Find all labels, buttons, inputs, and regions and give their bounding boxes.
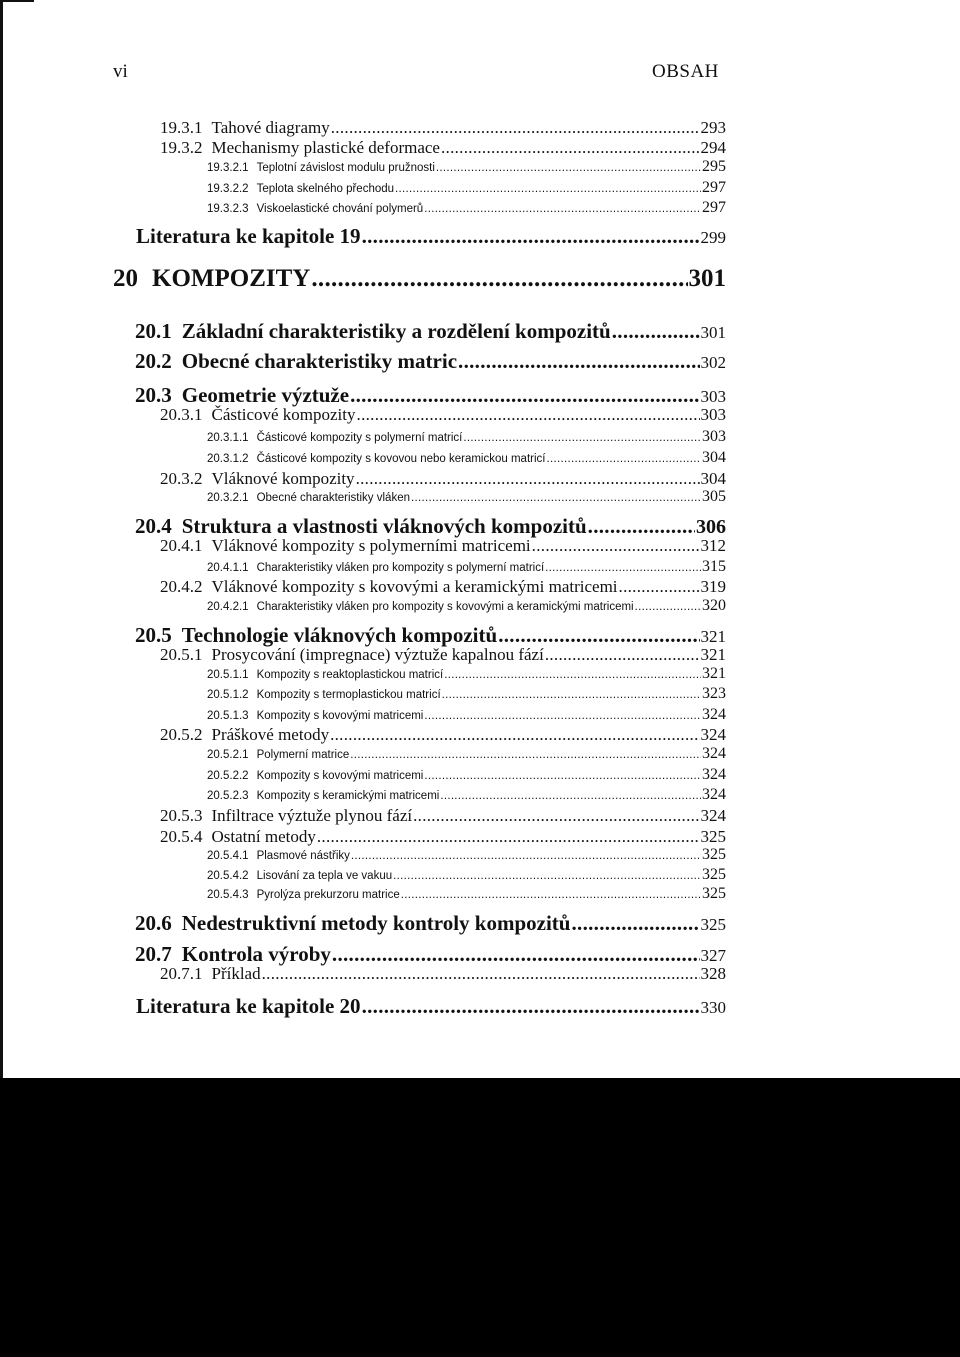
toc-entry [160, 118, 726, 138]
dot-leader [356, 469, 700, 489]
toc-entry-title: Práškové metody [211, 725, 330, 744]
toc-entry-title: Kompozity s kovovými matricemi [256, 710, 424, 722]
toc-entry-page: 302 [700, 353, 726, 372]
toc-entry [160, 645, 726, 665]
dot-leader [311, 265, 687, 293]
toc-entry [207, 665, 726, 683]
toc-entry-number: 20.5 [135, 623, 172, 647]
dot-leader [331, 118, 700, 138]
toc-entry-number: 19.3.2.1 [207, 162, 249, 174]
page-number: vi [113, 61, 128, 82]
toc-entry [207, 179, 726, 197]
dot-leader [330, 725, 699, 745]
toc-entry-title: Polymerní matrice [256, 749, 350, 761]
toc-entry-title: Struktura a vlastnosti vláknových kompozitů [181, 514, 587, 538]
toc-entry-page: 325 [702, 866, 726, 883]
toc-entry-title: Obecné charakteristiky vláken [256, 492, 410, 504]
toc-entry-number: 20.6 [135, 911, 172, 935]
toc-entry [207, 866, 726, 884]
toc-entry-number: 20.1 [135, 319, 172, 343]
dot-leader [442, 689, 701, 701]
toc-entry-number: 19.3.1 [160, 118, 203, 137]
toc-entry-title: Plasmové nástřiky [256, 850, 350, 862]
toc-entry [207, 685, 726, 703]
toc-entry-number: 20.5.1.3 [207, 710, 249, 722]
toc-entry-number: 20.5.4.3 [207, 889, 249, 901]
toc-entry [207, 786, 726, 804]
dot-leader [463, 432, 701, 444]
dot-leader [317, 827, 700, 847]
toc-entry [136, 994, 726, 1019]
toc-entry-number: 20.4.1.1 [207, 562, 249, 574]
toc-entry-page: 324 [700, 806, 726, 825]
toc-entry-page: 324 [702, 766, 726, 783]
toc-entry-title: Obecné charakteristiky matric [181, 349, 458, 373]
toc-entry-number: 20.5.1 [160, 645, 203, 664]
dot-leader [441, 138, 700, 158]
toc-entry [136, 224, 726, 249]
toc-entry [207, 488, 726, 506]
toc-entry-number: 20.5.4 [160, 827, 203, 846]
toc-entry-number: 20.4.1 [160, 536, 203, 555]
toc-entry-number: 20.5.3 [160, 806, 203, 825]
dot-leader [424, 770, 701, 782]
toc-entry-number: 20.5.2 [160, 725, 203, 744]
dot-leader [351, 850, 701, 862]
toc-entry-title: Kompozity s keramickými matricemi [256, 790, 440, 802]
toc-entry [207, 706, 726, 724]
toc-entry-title: Kompozity s kovovými matricemi [256, 770, 424, 782]
toc-entry-title: Ostatní metody [211, 827, 316, 846]
toc-entry-page: 306 [696, 516, 726, 538]
toc-entry-title: Kompozity s reaktoplastickou matricí [256, 669, 444, 681]
toc-entry [135, 319, 726, 344]
toc-entry [135, 349, 726, 374]
toc-entry-title: Částicové kompozity s polymerní matricí [256, 432, 463, 444]
toc-entry-page: 321 [700, 645, 726, 664]
toc-entry [160, 725, 726, 745]
toc-entry [160, 827, 726, 847]
toc-entry [207, 745, 726, 763]
dot-leader [424, 203, 701, 215]
toc-entry-page: 330 [700, 998, 726, 1017]
toc-entry [207, 885, 726, 903]
toc-entry-title: Vláknové kompozity s kovovými a keramickými matricemi [211, 577, 618, 596]
dot-leader [401, 889, 701, 901]
toc-entry-page: 299 [700, 228, 726, 247]
dot-leader [635, 601, 701, 613]
dot-leader [262, 964, 700, 984]
toc-entry-page: 324 [702, 706, 726, 723]
toc-entry [160, 577, 726, 597]
toc-entry-number: 20.3.1 [160, 405, 203, 424]
toc-entry-number: 20.5.2.3 [207, 790, 249, 802]
toc-entry-page: 303 [700, 387, 726, 406]
toc-entry-page: 324 [702, 786, 726, 803]
toc-entry-number: 20.5.1.1 [207, 669, 249, 681]
dot-leader [424, 710, 701, 722]
toc-entry-number: 20.7 [135, 942, 172, 966]
running-head-title: OBSAH [652, 61, 719, 82]
dot-leader [362, 994, 700, 1019]
dot-leader [411, 492, 701, 504]
toc-entry-page: 321 [700, 627, 726, 646]
toc-entry-number: 20.4 [135, 514, 172, 538]
dot-leader [350, 749, 701, 761]
toc-entry-page: 324 [702, 745, 726, 762]
toc-entry-title: Lisování za tepla ve vakuu [256, 870, 393, 882]
dot-leader [546, 453, 701, 465]
scan-border [0, 1078, 960, 1357]
toc-entry-page: 325 [700, 827, 726, 846]
toc-entry-page: 315 [702, 558, 726, 575]
toc-entry [207, 597, 726, 615]
toc-entry-page: 312 [700, 536, 726, 555]
toc-entry-page: 301 [688, 265, 726, 292]
toc-entry-title: Nedestruktivní metody kontroly kompozitů [181, 911, 571, 935]
toc-entry-page: 295 [702, 158, 726, 175]
toc-entry-page: 325 [702, 846, 726, 863]
toc-entry [135, 911, 726, 936]
toc-entry-number: 20.5.2.2 [207, 770, 249, 782]
toc-entry-number: 20.5.2.1 [207, 749, 249, 761]
toc-entry [207, 846, 726, 864]
toc-entry-title: Částicové kompozity [211, 405, 356, 424]
toc-entry [207, 558, 726, 576]
toc-entry-page: 304 [702, 449, 726, 466]
dot-leader [440, 790, 701, 802]
toc-entry-number: 20.3.1.2 [207, 453, 249, 465]
toc-entry-number: 20.3 [135, 383, 172, 407]
toc-entry-title: Příklad [211, 964, 261, 983]
toc-entry-number: 20.3.2 [160, 469, 203, 488]
toc-entry-page: 293 [700, 118, 726, 137]
toc-entry-title: Prosycování (impregnace) výztuže kapalnou fází [211, 645, 544, 664]
toc-entry [160, 405, 726, 425]
toc-entry-number: 20.5.4.2 [207, 870, 249, 882]
toc-entry-page: 321 [702, 665, 726, 682]
toc-entry-number: 19.3.2.3 [207, 203, 249, 215]
toc-entry-page: 294 [700, 138, 726, 157]
dot-leader [413, 806, 699, 826]
toc-entry-page: 301 [700, 323, 726, 342]
dot-leader [362, 224, 700, 249]
dot-leader [545, 645, 700, 665]
dot-leader [395, 183, 701, 195]
toc-entry-title: Pyrolýza prekurzoru matrice [256, 889, 400, 901]
toc-entry-page: 325 [700, 915, 726, 934]
toc-entry-page: 304 [700, 469, 726, 488]
dot-leader [532, 536, 700, 556]
dot-leader [393, 870, 701, 882]
toc-entry-title: Charakteristiky vláken pro kompozity s polymerní matricí [256, 562, 545, 574]
toc-entry [160, 469, 726, 489]
toc-entry-number: 20.5.1.2 [207, 689, 249, 701]
toc-entry-title: Kontrola výroby [181, 942, 331, 966]
toc-entry-number: 20.2 [135, 349, 172, 373]
toc-entry-page: 324 [700, 725, 726, 744]
toc-entry-title: Charakteristiky vláken pro kompozity s kovovými a keramickými matricemi [256, 601, 634, 613]
toc-entry-number: 20.7.1 [160, 964, 203, 983]
dot-leader [619, 577, 700, 597]
toc-entry-number: 20.5.4.1 [207, 850, 249, 862]
toc-entry-page: 319 [700, 577, 726, 596]
toc-entry-title: Teplotní závislost modulu pružnosti [256, 162, 435, 174]
toc-entry-number: 20 [113, 265, 138, 292]
toc-entry-number: 20.4.2 [160, 577, 203, 596]
toc-entry-title: Literatura ke kapitole 19 [136, 224, 361, 248]
toc-entry-title: Teplota skelného přechodu [256, 183, 395, 195]
toc-entry-title: Částicové kompozity s kovovou nebo keramickou matricí [256, 453, 546, 465]
toc-entry [160, 138, 726, 158]
toc-entry-page: 297 [702, 199, 726, 216]
toc-entry-title: Tahové diagramy [211, 118, 330, 137]
toc-entry-page: 305 [702, 488, 726, 505]
toc-entry-title: Infiltrace výztuže plynou fází [211, 806, 413, 825]
toc-entry-title: Viskoelastické chování polymerů [256, 203, 424, 215]
toc-entry-page: 325 [702, 885, 726, 902]
toc-entry-title: Vláknové kompozity [211, 469, 355, 488]
toc-entry-title: Geometrie výztuže [181, 383, 350, 407]
toc-entry-page: 328 [700, 964, 726, 983]
toc-entry-title: Základní charakteristiky a rozdělení kompozitů [181, 319, 611, 343]
toc-entry [113, 265, 726, 293]
toc-entry [160, 964, 726, 984]
dot-leader [458, 349, 699, 374]
dot-leader [545, 562, 701, 574]
toc-entry [160, 536, 726, 556]
toc-entry-title: Literatura ke kapitole 20 [136, 994, 361, 1018]
toc-entry-title: Kompozity s termoplastickou matricí [256, 689, 441, 701]
toc-entry-title: Mechanismy plastické deformace [211, 138, 440, 157]
toc-entry [207, 199, 726, 217]
toc-entry-number: 19.3.2 [160, 138, 203, 157]
toc-entry-title: Technologie vláknových kompozitů [181, 623, 498, 647]
toc-entry [207, 428, 726, 446]
toc-entry-number: 20.3.2.1 [207, 492, 249, 504]
dot-leader [612, 319, 700, 344]
toc-entry-page: 303 [700, 405, 726, 424]
toc-entry-number: 20.4.2.1 [207, 601, 249, 613]
toc-entry-number: 20.3.1.1 [207, 432, 249, 444]
toc-entry-page: 320 [702, 597, 726, 614]
toc-entry [160, 806, 726, 826]
toc-entry [207, 766, 726, 784]
toc-entry [207, 449, 726, 467]
dot-leader [357, 405, 700, 425]
toc-entry-page: 323 [702, 685, 726, 702]
toc-entry-title: KOMPOZITY [152, 265, 311, 292]
toc-entry-number: 19.3.2.2 [207, 183, 249, 195]
toc-entry [207, 158, 726, 176]
toc-entry-title: Vláknové kompozity s polymerními matricemi [211, 536, 531, 555]
dot-leader [571, 911, 699, 936]
dot-leader [444, 669, 701, 681]
toc-entry-page: 303 [702, 428, 726, 445]
toc-entry-page: 327 [700, 946, 726, 965]
toc-entry-page: 297 [702, 179, 726, 196]
dot-leader [436, 162, 701, 174]
